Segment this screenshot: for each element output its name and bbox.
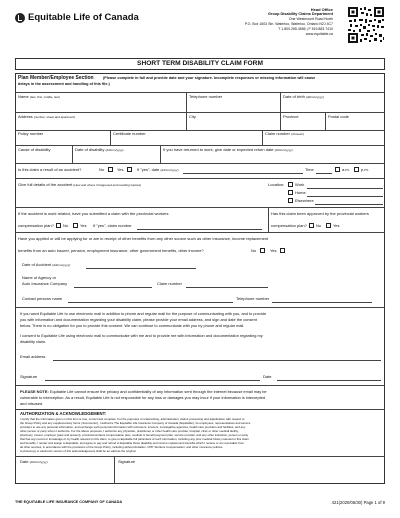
am-label: a.m. bbox=[342, 167, 350, 172]
accident-details-label: Give full details of the accident (How and where it happened and resulting injuries) bbox=[18, 182, 142, 187]
province-field[interactable] bbox=[283, 120, 323, 129]
telephone-field[interactable] bbox=[189, 100, 278, 111]
agency-label-1: Name of Agency or bbox=[22, 275, 57, 280]
approved-comp-plan-label: compensation plan? bbox=[271, 223, 307, 228]
comp-plan-yes-checkbox[interactable] bbox=[73, 223, 78, 228]
phone-line: T 1.800.265.4556 | F 519.883.7410 bbox=[278, 27, 333, 31]
benefits-yes-label: Yes bbox=[270, 248, 277, 253]
elsewhere-checkbox[interactable] bbox=[288, 198, 293, 203]
name-label: Name (last, first, middle, last) bbox=[18, 94, 60, 99]
work-label: Work bbox=[295, 182, 305, 187]
city-label: City bbox=[189, 114, 196, 119]
cause-field[interactable] bbox=[18, 153, 70, 162]
authorization-line: I certify that the information given on this form is true, correct and complete. For the purposes of underwriting, administration, claims processing and adjudication with respect to bbox=[20, 417, 245, 421]
elsewhere-label: Elsewhere bbox=[295, 198, 314, 203]
approved-yes-checkbox[interactable] bbox=[326, 223, 331, 228]
form-title: SHORT TERM DISABILITY CLAIM FORM bbox=[137, 60, 263, 67]
pm-label: p.m. bbox=[361, 167, 369, 172]
address-label: Address (number, street and apartment) bbox=[18, 114, 76, 119]
authorization-line: that has any record or knowledge of my health relevant to this claim, to give to Equitable full particulars of such information, including any prior medical history relevant to this claim bbox=[20, 437, 249, 441]
department: Group Disability Claims Department bbox=[268, 12, 333, 16]
benefits-question-1: Have you applied or will be applying for or are in receipt of other benefits from any other source such as other insurance, income replacement bbox=[18, 236, 269, 241]
notice-line-2: vulnerable to interception. As a result, Equitable Life is not responsible for any loss or damages you may incur if your information is intercepted bbox=[20, 395, 266, 400]
province-label: Province bbox=[283, 114, 299, 119]
postal-code-label: Postal code bbox=[328, 114, 349, 119]
accident-date-field[interactable] bbox=[183, 165, 303, 173]
contact-telephone-field[interactable] bbox=[272, 294, 372, 302]
pm-checkbox[interactable] bbox=[354, 167, 359, 172]
office-title: Head Office bbox=[310, 7, 333, 12]
date-disability-label: Date of disability (dd/mm/yyyy) bbox=[75, 147, 124, 152]
if-yes-claim-label: If "yes", claim number bbox=[93, 223, 132, 228]
accident-yes-checkbox[interactable] bbox=[127, 167, 132, 172]
benefits-no-label: No bbox=[251, 248, 257, 253]
email-field[interactable] bbox=[53, 352, 381, 360]
contact-persons-label: Contact persons name bbox=[22, 296, 63, 301]
authorization-title: AUTHORIZATION & ACKNOWLEDGEMENT: bbox=[20, 411, 107, 416]
consent-date-label: Date bbox=[263, 374, 272, 379]
benefits-question-2: benefits from an auto insurer, pension, employment insurance, other government benefits, other income? bbox=[18, 248, 204, 253]
address-field[interactable] bbox=[18, 120, 184, 129]
authorization-line: other person or party whom I authorize. For the above purposes, I authorize any physician, practitioner or other health care provider, hospital, clinic or other medical facility, bbox=[20, 429, 239, 433]
accident-no-label: No bbox=[99, 167, 105, 172]
cause-label: Cause of disability bbox=[18, 147, 51, 152]
company-name: Equitable Life of Canada bbox=[28, 12, 139, 23]
consent-signature-field[interactable] bbox=[45, 371, 260, 380]
authorization-line: the Group Policy and any supplementary forms ('documents'), I authorize The Equitable Life Insurance Company of Canada ('Equitable'), its employees, representatives and service bbox=[20, 421, 251, 425]
comp-plan-label: compensation plan? bbox=[18, 223, 54, 228]
auth-date-label: Date (dd/mm/yyyy) bbox=[20, 459, 48, 464]
qr-code bbox=[347, 6, 385, 44]
auth-signature-label: Signature bbox=[118, 459, 136, 464]
accident-date-label: If "yes", date (dd/mm/yyyy) bbox=[137, 167, 179, 172]
approved-no-label: No bbox=[316, 223, 322, 228]
agency-label-2: Auto Insurance Company bbox=[22, 281, 68, 286]
city-field[interactable] bbox=[189, 120, 278, 129]
accident-no-checkbox[interactable] bbox=[108, 167, 113, 172]
returned-work-label: If you have returned to work, give date or expected return date (dd/mm/yyyy) bbox=[163, 147, 293, 152]
comp-plan-no-checkbox[interactable] bbox=[56, 223, 61, 228]
home-checkbox[interactable] bbox=[288, 190, 293, 195]
consent-line-1: I consent to Equitable Life using electronic mail to communicate with me and to provide me with information and documentation regarding my bbox=[20, 333, 263, 338]
company-logo-mark bbox=[18, 15, 22, 21]
dob-field[interactable] bbox=[283, 100, 383, 111]
section-intro: (Please complete in full and provide date and your signature. Incomplete responses or missing information will cause bbox=[103, 76, 316, 80]
policy-number-field[interactable] bbox=[18, 137, 108, 144]
date-accident-field[interactable] bbox=[86, 260, 196, 268]
policy-number-label: Policy number bbox=[18, 131, 44, 136]
footer-company: THE EQUITABLE LIFE INSURANCE COMPANY OF CANADA bbox=[15, 500, 123, 504]
authorization-line: all other sources, in accordance with the provisions of the Group Policy, including without limitation, CPP, Workers Compensation, and other insurance policies. bbox=[20, 445, 224, 449]
approved-question: Has this claim been approved by the provincial workers bbox=[271, 211, 369, 216]
email-label: Email address bbox=[20, 354, 46, 359]
authorization-line: and benefits. I render and assign to Equitable, and agree to pay and refund to Equitable those disability and income replacement benefits which I receive or am receivable from bbox=[20, 441, 244, 445]
footer-form-number: 421(2020/06/30) Page 1 of 9 bbox=[331, 500, 385, 505]
certificate-number-field[interactable] bbox=[113, 137, 260, 144]
benefits-yes-checkbox[interactable] bbox=[280, 248, 285, 253]
notice-line-1: PLEASE NOTE: Equitable Life cannot ensure the privacy and confidentiality of any information sent through the internet because email may be bbox=[20, 389, 267, 394]
name-field[interactable] bbox=[18, 100, 184, 111]
authorization-line: providers to use any personal information, and exchange such personal information with reinsurers, insurers, investigative agencies, health care providers and facilities, and any bbox=[20, 425, 246, 429]
accident-question: Is this claim a result of an accident? bbox=[18, 167, 82, 172]
certificate-number-label: Certificate number bbox=[113, 131, 146, 136]
contact-persons-field[interactable] bbox=[68, 294, 233, 302]
accident-details-field[interactable] bbox=[18, 188, 263, 205]
authorization-line: A photocopy or electronic version of this acknowledgement shall be as valid as the original. bbox=[20, 449, 137, 453]
dob-label: Date of birth (dd/mm/yyyy) bbox=[283, 94, 324, 99]
section-title: Plan Member/Employee Section bbox=[18, 75, 94, 81]
benefits-no-checkbox[interactable] bbox=[260, 248, 265, 253]
auth-date-field[interactable] bbox=[20, 466, 112, 482]
time-field[interactable] bbox=[316, 165, 332, 173]
agency-field[interactable] bbox=[74, 279, 152, 287]
comp-plan-no-label: No bbox=[63, 223, 69, 228]
postal-code-field[interactable] bbox=[328, 120, 383, 129]
comp-plan-yes-label: Yes bbox=[80, 223, 87, 228]
comp-claim-number-field[interactable] bbox=[137, 221, 262, 229]
consent-date-field[interactable] bbox=[277, 371, 381, 380]
electronic-para-3: below. There is no obligation for you to provide this consent. We can continue to communicate with you by phone and regular mail. bbox=[20, 323, 245, 328]
returned-work-field[interactable] bbox=[163, 153, 383, 162]
electronic-para-2: you with information and documentation regarding your disability claim, please provide your email address, and sign and date the consent bbox=[20, 317, 257, 322]
approved-yes-label: Yes bbox=[333, 223, 340, 228]
agency-claim-number-label: Claim number bbox=[157, 281, 182, 286]
auth-signature-field[interactable] bbox=[118, 466, 382, 482]
notice-line-3: and misused. bbox=[20, 401, 44, 406]
accident-yes-label: Yes bbox=[117, 167, 124, 172]
location-label: Location: bbox=[268, 182, 285, 187]
home-label: Home bbox=[295, 190, 306, 195]
electronic-para-1: If you want Equitable Life to use electronic mail in addition to phone and regular mail for the purpose of communicating with you, and to provide bbox=[20, 311, 267, 316]
approved-no-checkbox[interactable] bbox=[309, 223, 314, 228]
website: www.equitable.ca bbox=[305, 32, 333, 36]
section-intro-2: delays in the assessment and handling of this file.) bbox=[18, 82, 110, 86]
consent-signature-label: Signature bbox=[20, 374, 38, 379]
work-checkbox[interactable] bbox=[288, 182, 293, 187]
telephone-label: Telephone number bbox=[189, 94, 223, 99]
time-label: Time bbox=[305, 167, 314, 172]
consent-line-2: disability claim. bbox=[20, 339, 47, 344]
agency-claim-number-field[interactable] bbox=[186, 279, 268, 287]
date-disability-field[interactable] bbox=[75, 153, 158, 162]
work-related-question: If the accident is work related, have you submitted a claim with the provincial workers bbox=[18, 211, 169, 216]
address-line2: P.O. Box 1603 Stn. Waterloo, Waterloo, Ontario N2J 4C7 bbox=[244, 22, 333, 26]
claim-number-field[interactable] bbox=[265, 137, 383, 144]
address-line1: One Westmount Road North bbox=[288, 17, 333, 21]
authorization-line: pharmacy, insurer, employer (past and present), provincial workers compensation plan, medical or benefit payment plan, service provider, and any other institution, person or party bbox=[20, 433, 249, 437]
contact-telephone-label: Telephone number bbox=[236, 296, 270, 301]
date-accident-label: Date of Accident (dd/mm/yyyy) bbox=[22, 262, 71, 267]
am-checkbox[interactable] bbox=[335, 167, 340, 172]
claim-number-label: Claim number (if known) bbox=[265, 131, 305, 136]
